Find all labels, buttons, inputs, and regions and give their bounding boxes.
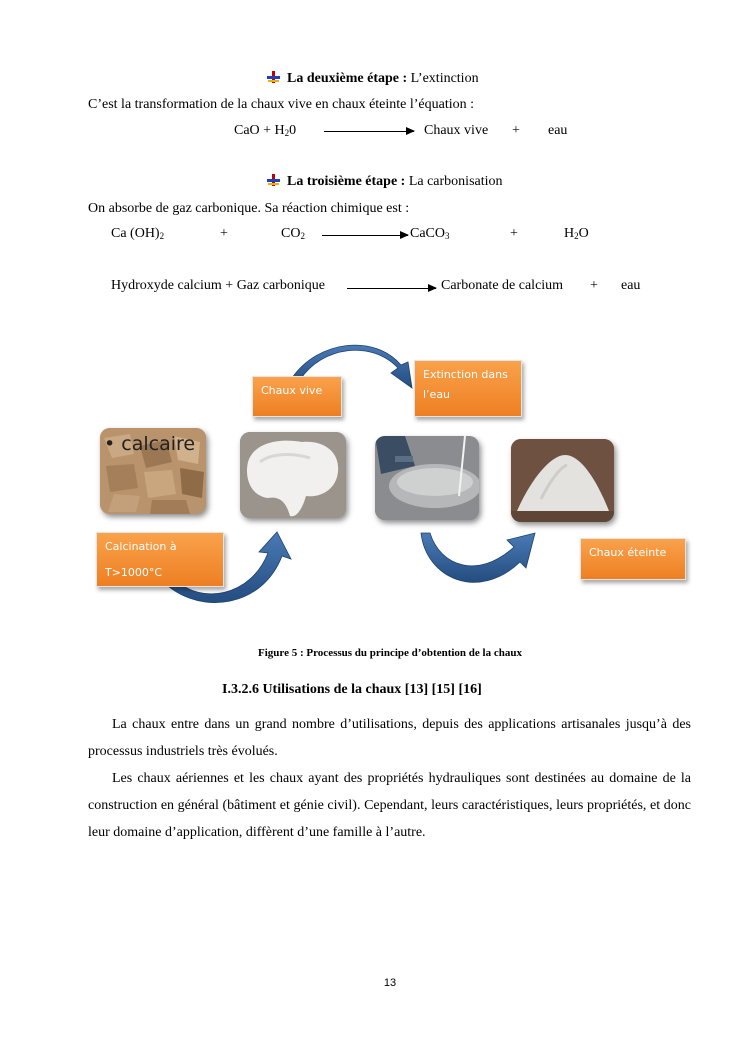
paragraph: La chaux entre dans un grand nombre d’utilisations, depuis des applications artisanales jusqu’à des processus industriels très évolués. [88, 717, 691, 759]
slaking-box-line2: l’eau [423, 388, 451, 401]
calcination-box [96, 532, 224, 587]
step3-heading-rest: La carbonisation [405, 174, 503, 189]
eq1-plus: + [512, 123, 520, 138]
quicklime-box [252, 376, 342, 417]
eq1-left-sub: 2 [284, 128, 290, 138]
quicklime-image [240, 432, 346, 518]
slaking-box [414, 360, 522, 417]
bullet-icon [266, 71, 280, 83]
eq1-left: CaO + H [234, 123, 285, 138]
eq2-reactant-a [111, 225, 164, 243]
quicklime-box-label: Chaux vive [261, 384, 323, 397]
eq1-water: eau [548, 123, 568, 138]
eq1-left-end: 0 [289, 123, 297, 138]
eq3-product: Carbonate de calcium [441, 278, 564, 293]
bullet-icon [266, 174, 280, 186]
eq1-reactants [234, 122, 296, 140]
eq2-a-sub: 2 [159, 231, 165, 241]
step3-heading [266, 173, 503, 191]
eq2-d-pre: H [564, 226, 575, 241]
eq3-water: eau [621, 278, 641, 293]
eq3-left: Hydroxyde calcium + Gaz carbonique [111, 278, 325, 293]
figure-caption: Figure 5 : Processus du principe d’obtention de la chaux [258, 647, 522, 659]
slaking-photo [375, 436, 479, 520]
slaked-lime-photo [511, 439, 614, 522]
slaking-image [375, 436, 479, 520]
eq3-arrow [347, 288, 436, 289]
step3-heading-bold: La troisième étape : [287, 174, 406, 189]
step2-heading-bold: La deuxième étape : [287, 71, 408, 86]
slaked-lime-box [580, 538, 686, 580]
step2-heading-rest: L’extinction [407, 71, 479, 86]
page-number: 13 [383, 977, 397, 989]
eq1-product: Chaux vive [424, 123, 489, 138]
eq2-plus1: + [220, 226, 228, 241]
curved-arrow-icon [421, 533, 535, 582]
eq2-c-sub: 3 [445, 231, 450, 241]
slaking-box-line1: Extinction dans [423, 368, 508, 381]
eq2-plus2: + [510, 226, 518, 241]
eq2-d-sub: 2 [574, 231, 579, 241]
slaked-lime-image [511, 439, 614, 522]
limestone-label-text: calcaire [121, 433, 196, 455]
step2-intro: C’est la transformation de la chaux vive en chaux éteinte l’équation : [88, 97, 475, 112]
eq2-b-sub: 2 [300, 231, 305, 241]
step3-intro: On absorbe de gaz carbonique. Sa réaction chimique est : [88, 201, 410, 216]
calcination-box-line1: Calcination à [105, 540, 177, 553]
limestone-photo [100, 428, 206, 514]
eq2-reactant-b [281, 225, 305, 243]
eq2-d-post: O [578, 226, 589, 241]
quicklime-photo [240, 432, 346, 518]
process-diagram [0, 340, 745, 620]
calcination-box-line2: T>1000°C [105, 566, 163, 579]
eq2-product-d [564, 225, 589, 243]
eq2-product-c [410, 225, 450, 243]
limestone-label: • calcaire [104, 433, 196, 455]
subsection-title: I.3.2.6 Utilisations de la chaux [13] [15] [16] [222, 682, 482, 697]
paragraph: Les chaux aériennes et les chaux ayant des propriétés hydrauliques sont destinées au domaine de la construction en général (bâtiment et génie civil). Cependant, leurs caractéristiques, leurs propriétés, et donc leur domaine d’application, diffèrent d’une famille à l’autre. [88, 771, 691, 840]
eq2-a: Ca (OH) [111, 226, 160, 241]
eq2-c: CaCO [410, 226, 445, 241]
eq2-arrow [322, 235, 408, 236]
step2-heading [266, 70, 479, 88]
eq2-b: CO [281, 226, 301, 241]
eq1-arrow [324, 131, 414, 132]
body-text [88, 711, 691, 846]
slaked-lime-box-label: Chaux éteinte [589, 546, 667, 559]
eq3-plus: + [590, 278, 598, 293]
